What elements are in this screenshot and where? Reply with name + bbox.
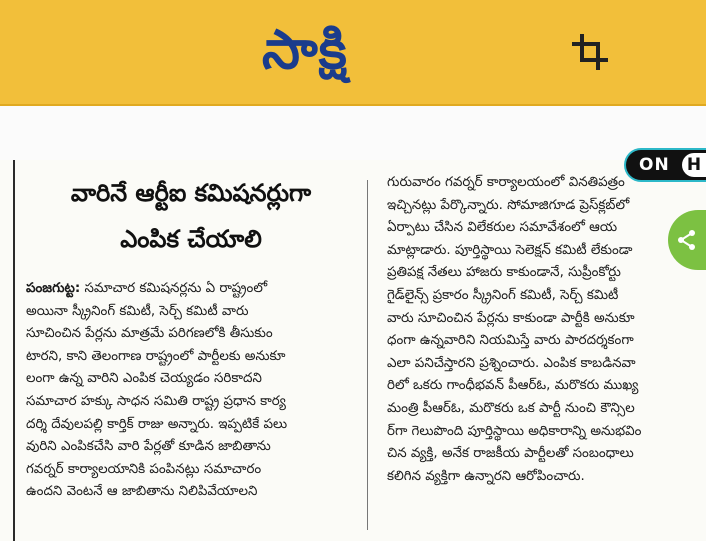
spacer (0, 106, 706, 160)
text-line: గురువారం గవర్నర్ కార్యాలయంలో వినతిపత్రం (387, 175, 625, 190)
article-column-left (26, 278, 358, 504)
text-line: సూచించిన పేర్లను మాత్రమే పరిగణలోకి తీసుకుం (26, 326, 273, 342)
text-line: ప్రతిపక్ష నేతలు హాజరు కాకుండానే, సుప్రీంకోర్టు (387, 265, 621, 281)
text-line: ధంగా ఉన్నవారిని నియమిస్తే వారు పారదర్శకంగా (387, 333, 634, 349)
on-channel-badge[interactable] (624, 148, 706, 182)
text-line: వురిని ఎంపికచేసి వారి పేర్లతో కూడిన జాబితాను (26, 439, 271, 455)
text-line: ఎలా పనిచేస్తారని ప్రశ్నించారు. ఎంపిక కాబడినవా (387, 355, 636, 371)
text-line: గైడ్‌లైన్స్ ప్రకారం స్క్రీనింగ్ కమిటీ, సెర్చ్ కమిటీ (387, 287, 619, 303)
article-column-right (387, 172, 693, 488)
app-header (0, 0, 706, 106)
text-line: రిలో ఒకరు గాంధీభవన్ పీఆర్‌ఓ, మరొకరు ముఖ్య (387, 378, 639, 394)
share-icon (676, 229, 698, 251)
text-line: చిన వ్యక్తి, అనేక రాజకీయ పార్టీలతో సంబంధాలు (387, 446, 634, 462)
text-line: ర్‌గా గెలుపొంది పూర్తిస్థాయి అధికారాన్ని అనుభవిం (387, 423, 642, 439)
text-line: పంజగుట్ట: సమాచార కమిషనర్లను ఏ రాష్ట్రంలో (26, 281, 268, 296)
article-headline (22, 170, 360, 262)
headline-line-2: ఎంపిక చేయాలి (120, 225, 262, 253)
column-divider (367, 180, 368, 530)
on-h-label: H (682, 153, 706, 177)
text-line: అయినా స్క్రీనింగ్ కమిటీ, సెర్చ్ కమిటీ వారు (26, 303, 249, 319)
text-line: లంగా ఉన్న వారిని ఎంపిక చెయ్యడం సరికాదని (26, 371, 262, 387)
text-line: ఏర్పాటు చేసిన విలేకరుల సమావేశంలో ఆయ (387, 220, 618, 236)
text-line: కలిగిన వ్యక్తిగా ఉన్నారని ఆరోపించారు. (387, 468, 585, 484)
text-line: గవర్నర్ కార్యాలయానికి పంపినట్లు సమాచారం (26, 461, 262, 477)
text-line: దర్శి దేవులపల్లి కార్తిక్ రాజు అన్నారు. ఇప్పటికే పలు (26, 416, 288, 432)
crop-icon (570, 32, 610, 72)
text-line: సమాచార హక్కు సాధన సమితి రాష్ట్ర ప్రధాన కార్య (26, 393, 286, 409)
text-line: ఇచ్చినట్లు పేర్కొన్నారు. సోమాజిగూడ ప్రెస్‌క్లబ్‌లో (387, 197, 630, 213)
on-label: ON (639, 155, 670, 175)
text-line: వారు సూచించిన పేర్లను కాకుండా పార్టీకి అనుకూ (387, 310, 635, 326)
text-line: టారని, కాని తెలంగాణ రాష్ట్రంలో పార్టీలకు అనుకూ (26, 348, 286, 364)
dateline: పంజగుట్ట: (26, 281, 81, 296)
crop-button[interactable] (566, 28, 614, 76)
headline-line-1: వారినే ఆర్టీఐ కమిషనర్లుగా (70, 179, 312, 207)
text-line: మంత్రి పీఆర్‌ఓ, మరొకరు ఒక పార్టీ నుంచి కౌన్సిల (387, 400, 635, 416)
left-border-rule (13, 160, 15, 541)
text-line: ఉందని వెంటనే ఆ జాబితాను నిలిపివేయాలని (26, 484, 258, 500)
sakshi-logo: సాక్షి (262, 18, 348, 81)
text-line: మాట్లాడారు. పూర్తిస్థాయి సెలెక్షన్ కమిటీ లేకుండా (387, 242, 633, 258)
